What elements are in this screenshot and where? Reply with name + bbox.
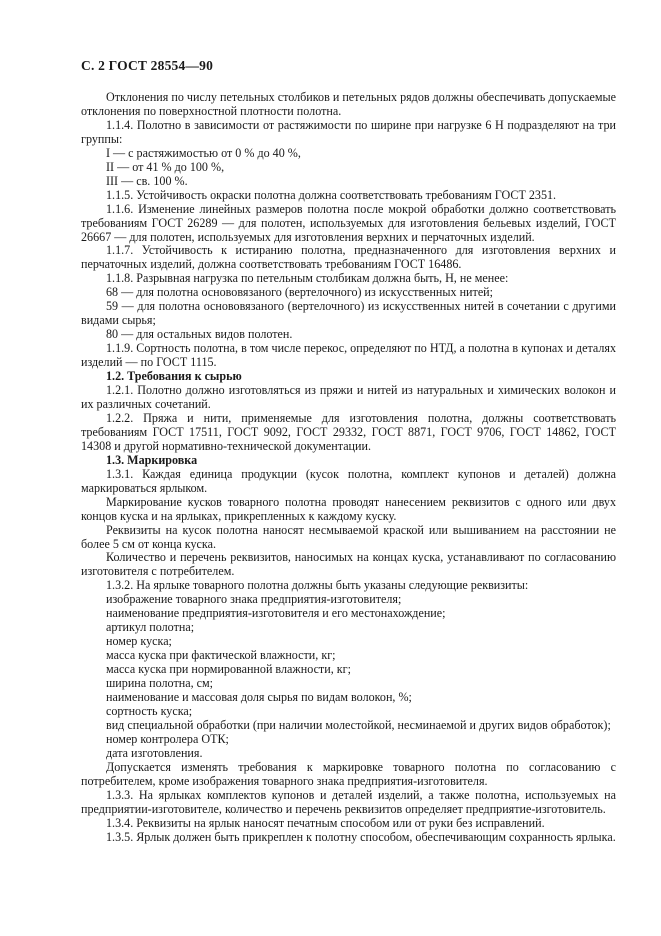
paragraph: 68 — для полотна основовязаного (вертелочного) из искусственных нитей; <box>106 285 494 300</box>
paragraph: 1.1.8. Разрывная нагрузка по петельным столбикам должна быть, Н, не менее: <box>106 271 509 286</box>
paragraph: масса куска при нормированной влажности, кг; <box>106 662 351 677</box>
paragraph: 1.3.5. Ярлык должен быть прикреплен к полотну способом, обеспечивающим сохранность ярлыка. <box>106 829 616 844</box>
paragraph: наименование и массовая доля сырья по видам волокон, %; <box>106 689 412 704</box>
paragraph: 59 — для полотна основовязаного (вертелочного) из искусственных нитей в сочетании с другими видами сырья; <box>81 299 616 328</box>
paragraph: масса куска при фактической влажности, кг; <box>106 648 336 663</box>
paragraph: I — с растяжимостью от 0 % до 40 %, <box>106 145 301 160</box>
paragraph: II — от 41 % до 100 %, <box>106 159 225 174</box>
paragraph: Отклонения по числу петельных столбиков и петельных рядов должны обеспечивать допускаемые отклонения по поверхностной плотности полотна. <box>81 90 616 118</box>
paragraph: Допускается изменять требования к маркировке товарного полотна по согласованию с потребителем, кроме изображения товарного знака предприятия-изготовителя. <box>81 759 616 788</box>
page-header: С. 2 ГОСТ 28554—90 <box>81 58 214 73</box>
paragraph: 1.2.2. Пряжа и нити, применяемые для изготовления полотна, должны соответствовать требованиям ГОСТ 17511, ГОСТ 9092, ГОСТ 29332, ГОСТ 8871, ГОСТ 9706, ГОСТ 14862, ГОСТ 14308 и другой нормативно-технической документации. <box>81 410 616 453</box>
paragraph: дата изготовления. <box>106 745 203 760</box>
paragraph: 1.1.5. Устойчивость окраски полотна должна соответствовать требованиям ГОСТ 2351. <box>106 187 557 202</box>
paragraph: изображение товарного знака предприятия-изготовителя; <box>106 592 402 607</box>
paragraph: номер куска; <box>106 634 172 649</box>
section-heading: 1.3. Маркировка <box>106 452 198 467</box>
paragraph: номер контролера ОТК; <box>106 731 229 746</box>
paragraph: 1.1.7. Устойчивость к истиранию полотна, предназначенного для изготовления верхних и перчаточных изделий, должна соответствовать требованиям ГОСТ 16486. <box>81 243 616 272</box>
paragraph: артикул полотна; <box>106 620 195 635</box>
paragraph: ширина полотна, см; <box>106 676 214 691</box>
paragraph: Реквизиты на кусок полотна наносят несмываемой краской или вышиванием на расстоянии не более 5 см от конца куска. <box>81 522 616 551</box>
paragraph: 1.3.2. На ярлыке товарного полотна должны быть указаны следующие реквизиты: <box>106 578 529 593</box>
paragraph: наименование предприятия-изготовителя и его местонахождение; <box>106 606 446 621</box>
paragraph: 80 — для остальных видов полотен. <box>106 327 293 342</box>
document-body <box>81 91 616 844</box>
paragraph: 1.1.6. Изменение линейных размеров полотна после мокрой обработки должно соответствовать требованиям ГОСТ 26289 — для полотен, используемых для изготовления бельевых изделий, ГОСТ 26667 — для полотен, используемых для изготовления верхних и перчаточных изделий. <box>81 201 616 244</box>
paragraph: Маркирование кусков товарного полотна проводят нанесением реквизитов с одного или двух концов куска и на ярлыках, прикрепленных к каждому куску. <box>81 494 616 523</box>
paragraph: сортность куска; <box>106 703 193 718</box>
section-heading: 1.2. Требования к сырью <box>106 369 242 384</box>
paragraph: 1.3.1. Каждая единица продукции (кусок полотна, комплект купонов и деталей) должна маркироваться ярлыком. <box>81 466 616 495</box>
paragraph: 1.1.4. Полотно в зависимости от растяжимости по ширине при нагрузке 6 Н подразделяют на три группы: <box>81 117 616 146</box>
paragraph: 1.3.3. На ярлыках комплектов купонов и деталей изделий, а также полотна, используемых на предприятии-изготовителе, количество и перечень реквизитов определяет предприятие-изготовитель. <box>81 787 616 816</box>
paragraph: III — св. 100 %. <box>106 173 188 188</box>
paragraph: Количество и перечень реквизитов, наносимых на концах куска, устанавливают по согласованию изготовителя с потребителем. <box>81 550 616 579</box>
paragraph: 1.3.4. Реквизиты на ярлык наносят печатным способом или от руки без исправлений. <box>106 815 545 830</box>
paragraph: 1.2.1. Полотно должно изготовляться из пряжи и нитей из натуральных и химических волокон и их различных сочетаний. <box>81 383 616 411</box>
paragraph: вид специальной обработки (при наличии молестойкой, несминаемой и других видов обработок); <box>106 717 611 732</box>
paragraph: 1.1.9. Сортность полотна, в том числе перекос, определяют по НТД, а полотна в купонах и деталях изделий — по ГОСТ 1115. <box>81 341 616 370</box>
